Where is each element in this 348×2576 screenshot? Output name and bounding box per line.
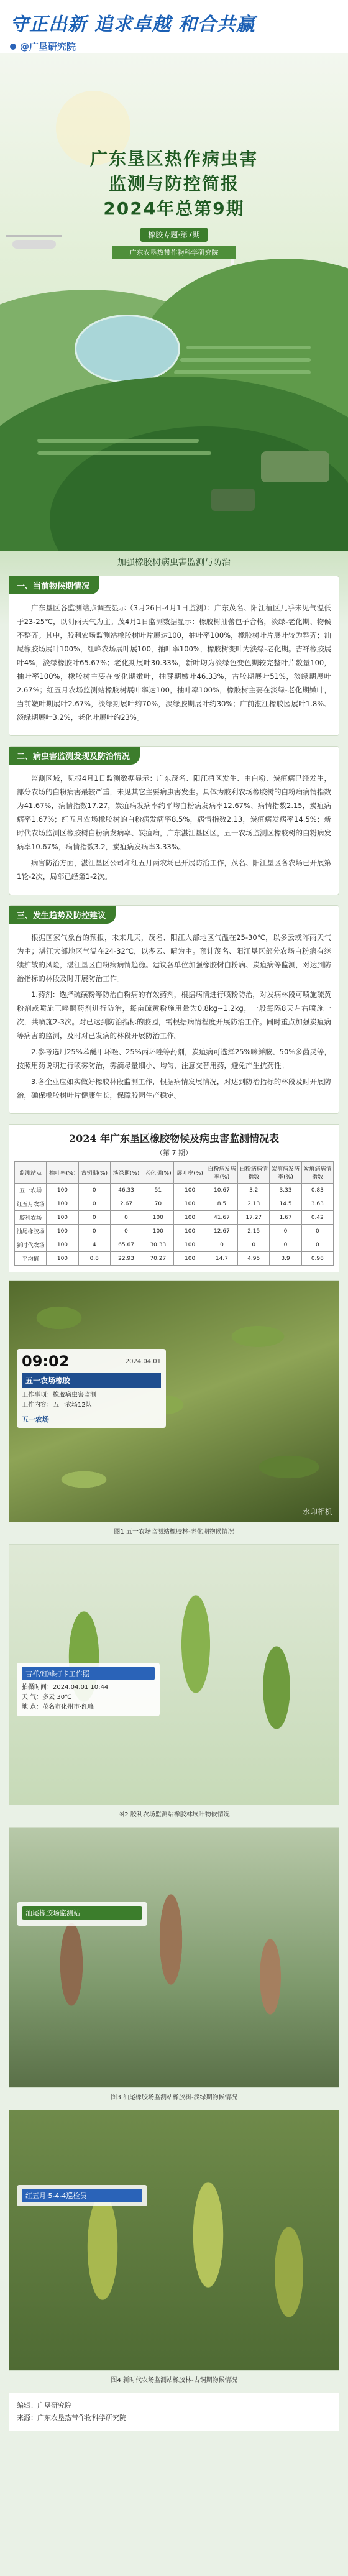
field-row	[37, 451, 211, 455]
paragraph: 3.各企业应如实做好橡胶林段监测工作，根据病情发展情况，对达到防治指标的林段及时开展防治，确保橡胶树叶片健康生长，保障胶园生产稳定。	[17, 1077, 331, 1100]
table-cell: 100	[174, 1225, 206, 1238]
table-row	[15, 1184, 334, 1197]
timestamp-watermark	[17, 2185, 147, 2206]
table-cell: 65.67	[110, 1238, 142, 1252]
table-cell: 0	[78, 1184, 110, 1197]
hero-title-block	[0, 147, 348, 259]
hero-badge: 橡胶专题·第7期	[140, 228, 207, 242]
photo-rubber-leaves-4[interactable]	[9, 2110, 339, 2371]
table-cell: 8.5	[206, 1197, 237, 1211]
table-cell: 0	[301, 1225, 333, 1238]
table-cell: 0.8	[78, 1252, 110, 1266]
table-cell: 0.83	[301, 1184, 333, 1197]
paragraph: 2.参考选用25%苯醚甲环唑、25%丙环唑等药剂，炭疽病可选择25%咪鲜胺、50%多菌灵等，按照用药说明进行喷雾防治，雾滴尽量细小、均匀，注意交替用药，避免产生抗药性。	[17, 1047, 331, 1070]
stamp-line: 拍摄时间：2024.04.01 10:44	[22, 1684, 109, 1691]
stamp-time: 09:02	[22, 1353, 70, 1370]
photo-caption: 图4 新时代农场监测站橡胶林-古铜期物候情况	[111, 2377, 237, 2384]
stamp-line: 工作事项：橡胶病虫害监测	[22, 1392, 96, 1399]
hero-title-line1: 广东垦区热作病虫害	[89, 149, 258, 169]
table-cell: 0	[206, 1238, 237, 1252]
account-icon	[10, 44, 16, 50]
table-header-cell: 淡绿期(%)	[110, 1162, 142, 1184]
slogan: 守正出新 追求卓越 和合共赢	[10, 14, 255, 35]
footer-source: 来源：广东农垦热带作物科学研究院	[17, 2414, 126, 2422]
table-cell: 0	[301, 1238, 333, 1252]
timestamp-watermark	[17, 1902, 147, 1926]
table-cell: 70	[142, 1197, 174, 1211]
table-header-cell: 展叶率(%)	[174, 1162, 206, 1184]
table-cell: 100	[47, 1197, 78, 1211]
table-cell: 0.42	[301, 1211, 333, 1225]
table-cell: 0	[270, 1238, 301, 1252]
table-cell: 100	[47, 1211, 78, 1225]
table-cell: 2.15	[238, 1225, 270, 1238]
table-cell: 平均值	[15, 1252, 47, 1266]
field-row	[37, 439, 199, 443]
table-cell: 0.98	[301, 1252, 333, 1266]
table-cell: 30.33	[142, 1238, 174, 1252]
table-cell: 汕尾橡胶场	[15, 1225, 47, 1238]
table-cell: 100	[47, 1184, 78, 1197]
top-banner	[0, 0, 348, 53]
table-header-row	[15, 1162, 334, 1184]
table-header-cell: 炭疽病病情指数	[301, 1162, 333, 1184]
table-cell: 3.9	[270, 1252, 301, 1266]
photo-caption: 图1 五一农场监测站橡胶林-老化期物候情况	[114, 1529, 234, 1535]
section-title	[9, 551, 339, 576]
table-header-cell: 抽叶率(%)	[47, 1162, 78, 1184]
table-cell: 14.7	[206, 1252, 237, 1266]
table-cell: 五一农场	[15, 1184, 47, 1197]
table-cell: 胶利农场	[15, 1211, 47, 1225]
table-cell: 12.67	[206, 1225, 237, 1238]
table-row	[15, 1252, 334, 1266]
phenology-card	[9, 576, 339, 736]
trend-advice-card	[9, 905, 339, 1114]
table-cell: 0	[78, 1197, 110, 1211]
table-header-cell: 白粉病病情指数	[238, 1162, 270, 1184]
footer-editor: 编辑：广垦研究院	[17, 2401, 71, 2409]
tractor-icon	[211, 489, 255, 511]
stamp-header: 吉祥/红峰打卡工作照	[22, 1667, 155, 1680]
table-cell: 3.63	[301, 1197, 333, 1211]
card-tag: 二、病虫害监测发现及防治情况	[9, 747, 140, 765]
table-cell: 70.27	[142, 1252, 174, 1266]
card-tag: 三、发生趋势及防控建议	[9, 906, 116, 924]
table-body	[15, 1184, 334, 1266]
table-cell: 100	[174, 1197, 206, 1211]
stamp-place: 五一农场橡胶	[22, 1373, 161, 1388]
photo-caption: 图2 胶利农场监测站橡胶林展叶物候情况	[118, 1811, 230, 1818]
footer	[9, 2393, 339, 2431]
table-cell: 100	[174, 1252, 206, 1266]
photo-rubber-leaves-1[interactable]	[9, 1280, 339, 1522]
table-row	[15, 1197, 334, 1211]
table-header-cell: 白粉病发病率(%)	[206, 1162, 237, 1184]
section-title-text: 加强橡胶树病虫害监测与防治	[117, 558, 231, 569]
table-cell: 4	[78, 1238, 110, 1252]
hero-illustration	[0, 53, 348, 551]
table-cell: 100	[142, 1225, 174, 1238]
table-cell: 4.95	[238, 1252, 270, 1266]
stamp-header: 红五月·5-4-4巡检员	[22, 2189, 142, 2202]
photo-caption: 图3 汕尾橡胶场监测站橡胶树-淡绿期物候情况	[111, 2094, 237, 2101]
table-header-cell: 古铜期(%)	[78, 1162, 110, 1184]
table-cell: 0	[78, 1225, 110, 1238]
table-row	[15, 1238, 334, 1252]
table-cell: 41.67	[206, 1211, 237, 1225]
table-cell: 0	[78, 1211, 110, 1225]
table-cell: 100	[174, 1238, 206, 1252]
photo-rubber-leaves-2[interactable]	[9, 1544, 339, 1805]
stamp-line: 天 气：多云 30℃	[22, 1694, 72, 1701]
table-cell: 0	[238, 1238, 270, 1252]
stamp-line: 地 点：茂名市化州市·红峰	[22, 1704, 94, 1711]
timestamp-row	[22, 1353, 161, 1370]
stamp-header: 汕尾橡胶场监测站	[22, 1906, 142, 1920]
field-row	[186, 346, 311, 349]
table-cell: 46.33	[110, 1184, 142, 1197]
table-cell: 14.5	[270, 1197, 301, 1211]
table-cell: 新时代农场	[15, 1238, 47, 1252]
table-cell: 100	[174, 1211, 206, 1225]
table-header-cell: 炭疽病发病率(%)	[270, 1162, 301, 1184]
card-tag: 一、当前物候期情况	[9, 576, 99, 594]
content-area	[0, 551, 348, 2440]
table-cell: 100	[47, 1225, 78, 1238]
stamp-line: 工作内容：五一农场12队	[22, 1402, 92, 1409]
photo-rubber-leaves-3[interactable]	[9, 1827, 339, 2088]
stamp-date: 2024.04.01	[125, 1358, 161, 1365]
table-cell: 100	[47, 1238, 78, 1252]
paragraph: 监测区域，见报4月1日监测数据显示：广东茂名、阳江植区发生、由白粉、炭疽病已经发生，部分农场的白粉病害最较严重，未见其它主要病虫害发生。具体为胶利农场橡胶树的白粉病病情指数为41.67%，病情指数17.27，炭疽病发病率约平均白粉病发病率12.67%、病情指数2.15，炭疽病病率1.67%；红五月农场橡胶树的白粉病发病率8.5%，病情指数2.13，炭疽病发病率14.5%；新时代农场监测区橡胶树白粉病发病率、炭疽病，广东湛江垦区区，五一农场监测区橡胶树的白粉病发病率10.67%，病情指数3.2，炭疽病发病率3.33%。	[17, 774, 331, 851]
table-cell: 1.67	[270, 1211, 301, 1225]
paragraph: 病害防治方面，湛江垦区公司和红五月两农场已开展防治工作，茂名、阳江垦区各农场已开展第1轮-2次，局部已经第1-2次。	[17, 858, 331, 881]
table-cell: 10.67	[206, 1184, 237, 1197]
table-cell: 0	[270, 1225, 301, 1238]
table-cell: 0	[110, 1225, 142, 1238]
stamp-tag: 五一农场	[22, 1415, 49, 1424]
pond-shape	[75, 315, 180, 383]
table-cell: 22.93	[110, 1252, 142, 1266]
table-cell: 100	[142, 1211, 174, 1225]
table-cell: 17.27	[238, 1211, 270, 1225]
table-header-cell: 老化期(%)	[142, 1162, 174, 1184]
table-cell: 0	[110, 1211, 142, 1225]
table-header-cell: 监测站点	[15, 1162, 47, 1184]
table-cell: 2.13	[238, 1197, 270, 1211]
table-cell: 100	[47, 1252, 78, 1266]
camera-watermark: 水印相机	[302, 1507, 332, 1516]
table-title: 2024 年广东垦区橡胶物候及病虫害监测情况表	[68, 1133, 280, 1144]
table-cell: 51	[142, 1184, 174, 1197]
hero-title-line2: 监测与防控简报	[108, 173, 239, 194]
account-name[interactable]	[10, 40, 338, 53]
field-row	[174, 370, 311, 374]
field-row	[180, 358, 311, 362]
paragraph: 1.药剂：选择硫磺粉等防治白粉病的有效药剂，根据病情进行喷粉防治，对发病林段可喷施硫黄粉剂或喷施三唑酮药剂进行防治，每亩硫黄粉施用量为0.8kg~1.2kg，一般每隔8天左右喷施一次，共喷施2-3次。对已达到防治指标的胶园，需根据病情程度开展防治工作。同时重点加强炭疽病等病害的监测，及时对已发病的林段开展防治工作。	[17, 990, 331, 1040]
tractor-icon	[261, 451, 329, 482]
table-cell: 100	[174, 1184, 206, 1197]
monitoring-table	[14, 1161, 334, 1266]
table-cell: 3.33	[270, 1184, 301, 1197]
table-cell: 3.2	[238, 1184, 270, 1197]
timestamp-watermark	[17, 1349, 166, 1428]
table-row	[15, 1211, 334, 1225]
table-cell: 红五月农场	[15, 1197, 47, 1211]
table-cell: 2.67	[110, 1197, 142, 1211]
paragraph: 广东垦区各监测站点调查显示（3月26日-4月1日监测）：广东茂名、阳江植区几乎未见气温低于23-25℃，以阴雨天气为主。茂4月1日监测数据显示：橡胶树抽蕾包子合格，淡绿-老化期、物候不整齐。其中，胶利农场监测站橡胶树叶片展达100，抽叶率100%，橡胶树叶片展叶较为整齐；汕尾橡胶场展叶100%，红峰农场展叶展100，抽叶率100%，橡胶树变叶为淡绿-老化期。吉祥橡胶展叶4%，淡绿橡胶叶65.67%；老化期展叶30.33%，新叶均为淡绿色变色期较完整叶片数量100，抽叶率100%，橡胶树主要在变化期嫩叶，抽芽期嫩叶46.33%，古胶期展叶51%，淡绿期展叶2.67%；红五月农场监测站橡胶树展叶率达100，抽叶率100%，橡胶树主要在淡绿-老化期嫩叶，当前嫩叶期展叶2.67%，淡绿期展叶约70%，淡绿胶期展叶约30%；广前湛江橡胶园展叶1.8%、淡绿期展叶3.2%，老化叶展叶约23%。	[17, 604, 331, 722]
paragraph: 根据国家气象台的预报，未来几天，茂名、阳江大部地区气温在25-30℃，以多云或阵雨天气为主；湛江大部地区气温在24-32℃，以多云、晴为主。预计茂名、阳江垦区部分农场白粉病有继续扩散的风险，湛江垦区白粉病病情趋稳。建议各单位加强橡胶树白粉病、炭疽病等监测，对达到防治指标的林段及时开展防治工作。	[17, 933, 331, 983]
pest-monitoring-card	[9, 746, 339, 895]
table-row	[15, 1225, 334, 1238]
timestamp-watermark	[17, 1663, 160, 1716]
account-label: @广垦研究院	[20, 41, 76, 52]
hero-issuer: 广东农垦热带作物科学研究院	[112, 246, 236, 259]
table-subtitle: （第 7 期）	[156, 1149, 192, 1157]
hero-title-line3: 2024年总第9期	[103, 198, 245, 219]
monitoring-table-block	[9, 1124, 339, 1272]
